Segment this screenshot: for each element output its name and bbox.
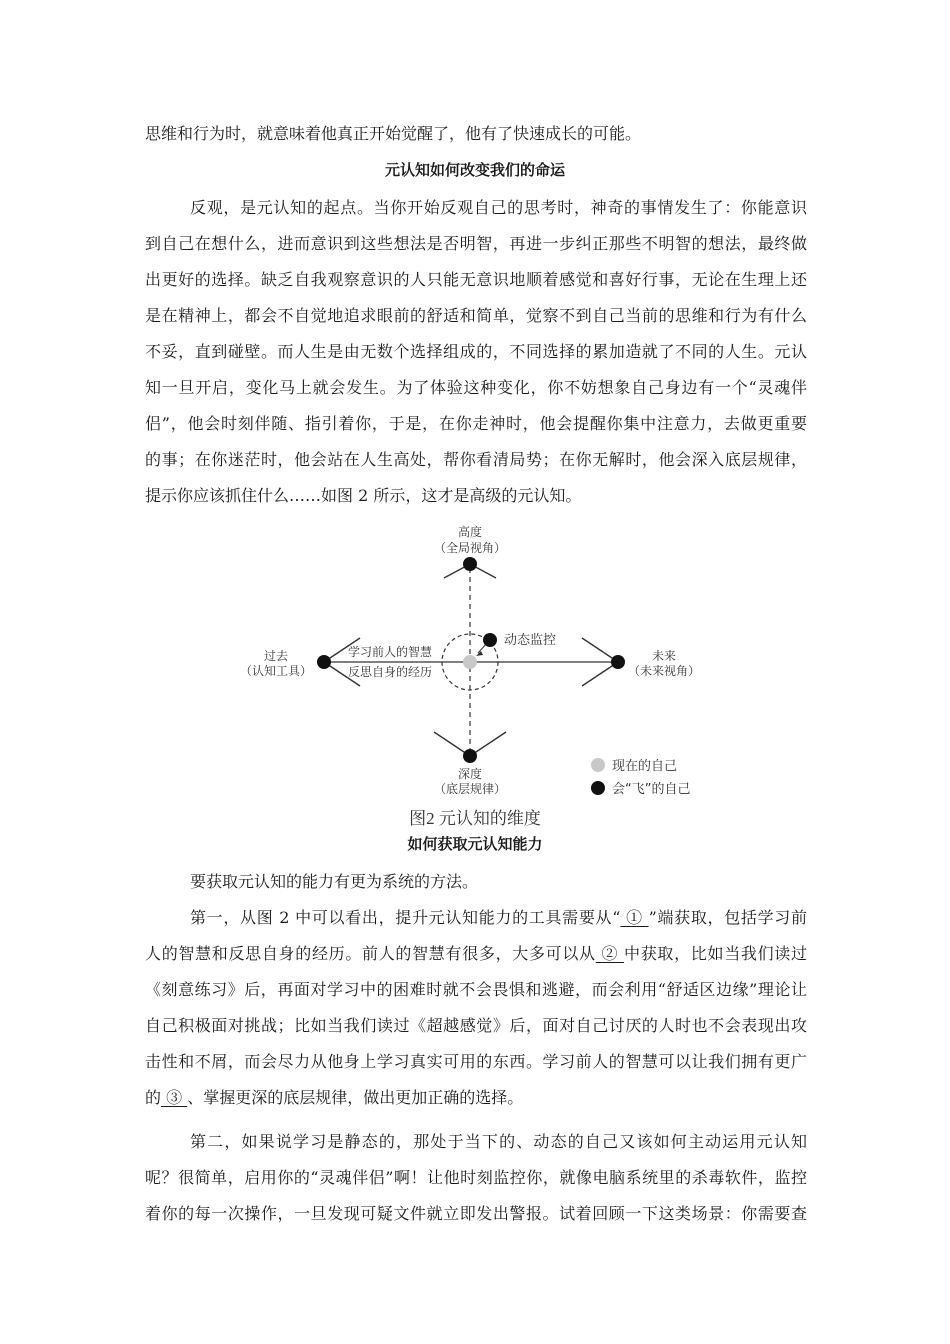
text-line [145,1088,807,1108]
right-self-dot [611,655,625,669]
legend-now-label: 现在的自己 [612,759,678,774]
section-heading-1: 元认知如何改变我们的命运 [384,161,565,179]
text-line: 击性和不屑，而会尽力从他身上学习真实可用的东西。学习前人的智慧可以让我们拥有更广 [145,1052,807,1071]
section-heading-2: 如何获取元认知能力 [407,835,543,853]
left-sublabel: （认知工具） [239,664,313,678]
legend-fly-dot [591,781,605,795]
metacognition-dimensions-figure [238,520,718,830]
text-line: 《刻意练习》后，再面对学习中的困难时就不会畏惧和逃避，而会利用“舒适区边缘”理论让 [145,980,807,999]
blank-3: ③ [161,1088,188,1107]
text-span: 人的智慧和反思自身的经历。前人的智慧有很多，大多可以从 [145,944,596,963]
left-caption-1: 学习前人的智慧 [348,645,433,659]
text-line: 自己积极面对挑战；比如当我们读过《超越感觉》后，面对自己讨厌的人时也不会表现出攻 [145,1016,807,1035]
top-self-dot [463,557,477,571]
text-span: 第一，从图 2 中可以看出，提升元认知能力的工具需要从“ [190,908,621,927]
text-line: 提示你应该抓住什么……如图 2 所示，这才是高级的元认知。 [145,486,582,505]
text-line: 侣”，他会时刻伴随、指引着你，于是，在你走神时，他会提醒你集中注意力，去做更重要 [145,414,807,433]
top-label: 高度 [457,525,483,539]
figure-caption: 图2 元认知的维度 [409,809,541,828]
text-span: 中获取，比如当我们读过 [624,944,807,963]
text-span: 、掌握更深的底层规律，做出更加正确的选择。 [187,1088,524,1107]
text-line: 到自己在想什么，进而意识到这些想法是否明智，再进一步纠正那些不明智的想法，最终做 [145,234,807,253]
text-line: 知一旦开启，变化马上就会发生。为了体验这种变化，你不妨想象自己身边有一个“灵魂伴 [145,378,807,397]
bottom-self-dot [463,749,477,763]
text-line: 的事；在你迷茫时，他会站在人生高处，帮你看清局势；在你无解时，他会深入底层规律， [145,450,807,469]
blank-2: ② [595,944,625,963]
text-line: 第二，如果说学习是静态的，那处于当下的、动态的自己又该如何主动运用元认知 [190,1132,807,1151]
text-span: 的 [145,1088,162,1107]
legend-fly-label: 会“飞”的自己 [612,782,691,797]
bottom-sublabel: （底层规律） [433,782,507,796]
text-span: ”端获取，包括学习前 [648,908,807,927]
monitor-label: 动态监控 [504,633,557,648]
text-line: 思维和行为时，就意味着他真正开始觉醒了，他有了快速成长的可能。 [145,124,642,143]
left-caption-2: 反思自身的经历 [348,665,433,679]
bottom-label: 深度 [457,767,483,781]
text-line: 不妥，直到碰壁。而人生是由无数个选择组成的，不同选择的累加造就了不同的人生。元认 [145,342,807,361]
left-label: 过去 [263,649,289,663]
text-line: 反观，是元认知的起点。当你开始反观自己的思考时，神奇的事情发生了：你能意识 [190,198,807,217]
text-line: 要获取元认知的能力有更为系统的方法。 [190,872,479,891]
blank-1: ① [620,908,649,927]
legend-now-dot [591,758,605,772]
right-sublabel: （未来视角） [627,664,701,678]
text-line [145,944,807,964]
text-line [190,908,807,928]
current-self-dot [463,655,477,669]
text-line: 出更好的选择。缺乏自我观察意识的人只能无意识地顺着感觉和喜好行事，无论在生理上还 [145,270,807,289]
text-line: 着你的每一次操作，一旦发现可疑文件就立即发出警报。试着回顾一下这类场景：你需要查 [145,1204,807,1223]
top-sublabel: （全局视角） [433,541,507,555]
text-line: 呢？很简单，启用你的“灵魂伴侣”啊！让他时刻监控你，就像电脑系统里的杀毒软件，监控 [145,1168,807,1187]
right-label: 未来 [651,649,677,663]
text-line: 是在精神上，都会不自觉地追求眼前的舒适和简单，觉察不到自己当前的思维和行为有什么 [145,306,807,325]
left-self-dot [317,655,331,669]
monitor-self-dot [483,633,497,647]
